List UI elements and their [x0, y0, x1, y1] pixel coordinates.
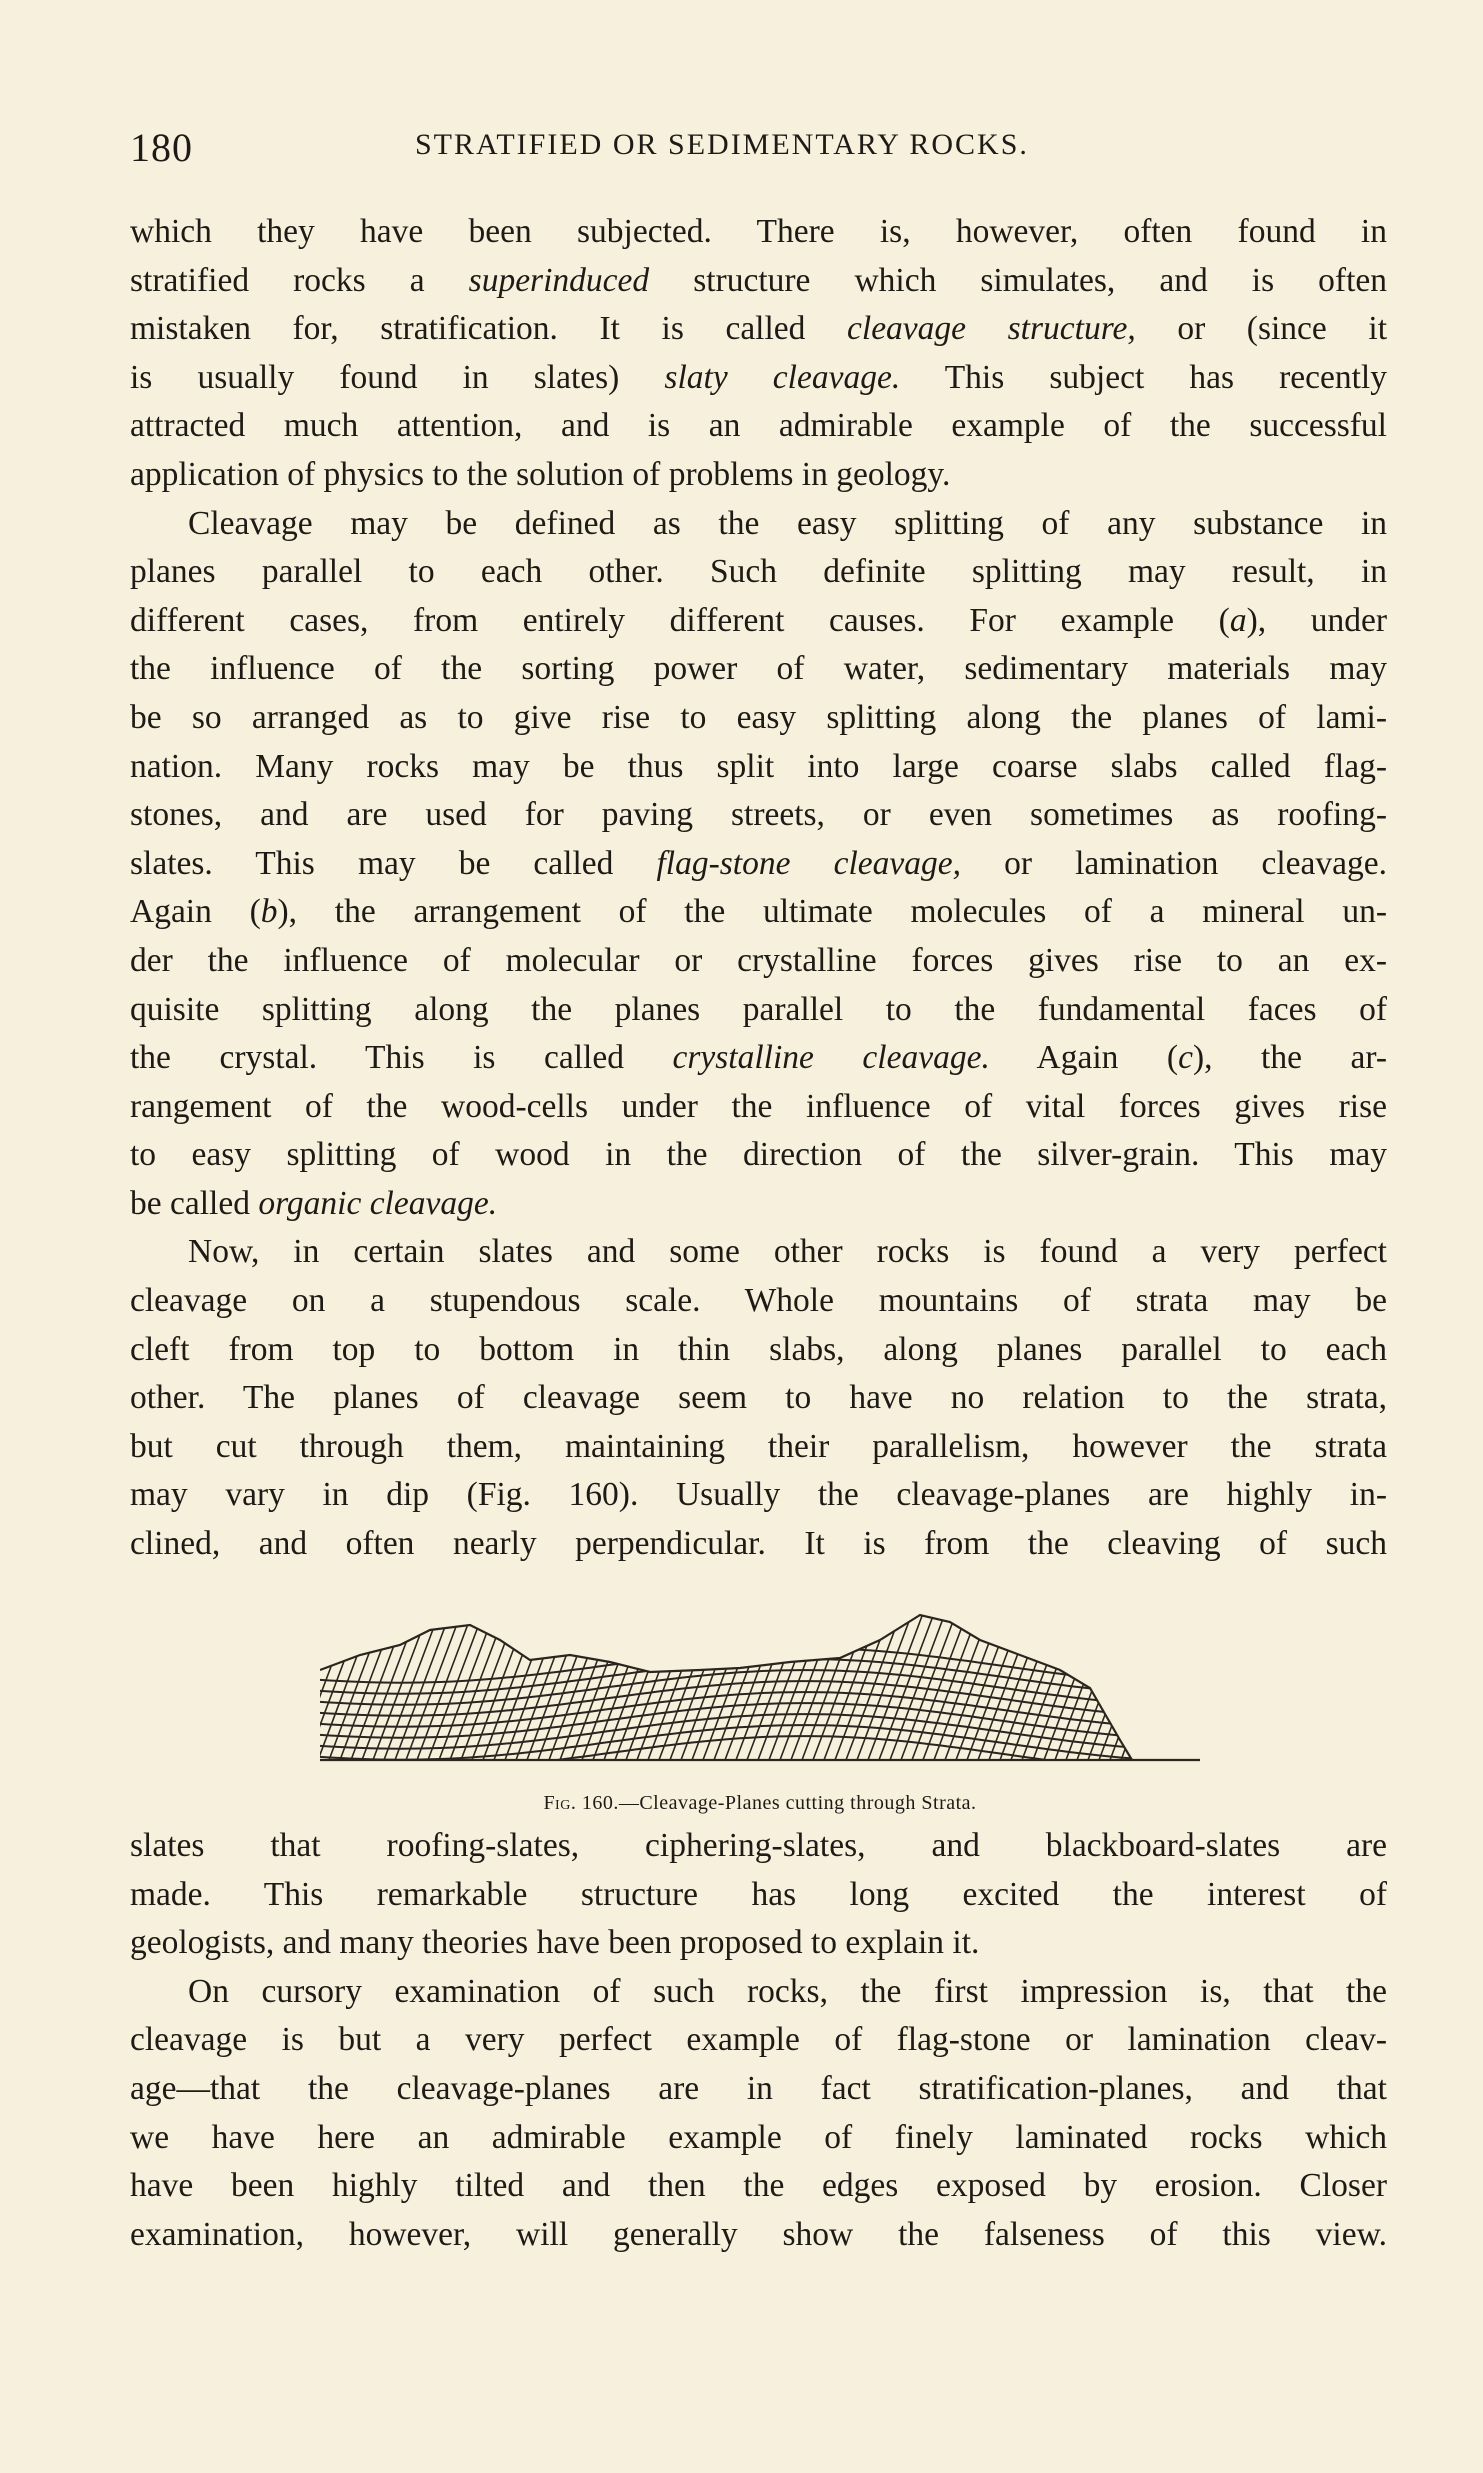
- text-run: planes parallel to each other. Such definite splitting may result, in: [130, 553, 1387, 591]
- body-text-bottom: [130, 1822, 1387, 2259]
- body-text-top: [130, 208, 1387, 1569]
- text-run: cleavage on a stupendous scale. Whole mountains of strata may be: [130, 1282, 1387, 1320]
- text-run: quisite splitting along the planes parallel to the fundamental faces of: [130, 990, 1387, 1028]
- text-line: [130, 2114, 1387, 2163]
- italic-term: a: [1229, 601, 1247, 639]
- paragraph-continued-slates: [130, 1822, 1387, 1968]
- text-line: [130, 1131, 1387, 1180]
- text-run: cleavage is but a very perfect example of flag-stone or lamination cleav-: [130, 2021, 1387, 2059]
- figure-160: [320, 1600, 1200, 1814]
- text-run: we have here an admirable example of finely laminated rocks which: [130, 2118, 1387, 2156]
- text-run: This subject has recently: [900, 358, 1387, 396]
- text-line: [130, 548, 1387, 597]
- text-line: [130, 743, 1387, 792]
- italic-term: superinduced: [468, 261, 650, 299]
- text-line: [130, 1180, 1387, 1229]
- text-line: [130, 1919, 1387, 1968]
- text-run: which they have been subjected. There is, however, often found in: [130, 213, 1387, 250]
- text-run: cleft from top to bottom in thin slabs, along planes parallel to each: [130, 1330, 1387, 1368]
- text-run: structure which simulates, and is often: [649, 261, 1387, 299]
- paragraph-cleavage-definition: [130, 500, 1387, 1229]
- text-run: der the influence of molecular or crystalline forces gives rise to an ex-: [130, 941, 1387, 979]
- text-line: [130, 451, 1387, 500]
- text-run: geologists, and many theories have been proposed to explain it.: [130, 1924, 980, 1962]
- italic-term: flag-stone cleavage,: [656, 844, 961, 882]
- text-line: [130, 1374, 1387, 1423]
- text-run: be so arranged as to give rise to easy splitting along the planes of lami-: [130, 698, 1387, 736]
- paragraph-stupendous-scale: [130, 1228, 1387, 1568]
- text-run: mistaken for, stratification. It is called: [130, 310, 848, 348]
- text-line: [130, 402, 1387, 451]
- text-line: [130, 597, 1387, 646]
- text-run: made. This remarkable structure has long excited the interest of: [130, 1875, 1387, 1913]
- text-run: the crystal. This is called: [130, 1039, 673, 1077]
- text-run: the influence of the sorting power of water, sedimentary materials may: [130, 650, 1387, 688]
- text-run: stratified rocks a: [130, 261, 469, 299]
- text-line: [130, 1326, 1387, 1375]
- italic-term: b: [260, 893, 278, 931]
- text-line: [130, 208, 1387, 257]
- text-run: different cases, from entirely different causes. For example (: [130, 601, 1230, 639]
- text-run: Again (: [989, 1039, 1179, 1077]
- cleavage-strata-illustration: [320, 1600, 1200, 1780]
- text-line: [130, 986, 1387, 1035]
- text-line: [130, 888, 1387, 937]
- paragraph-cursory-examination: [130, 1968, 1387, 2260]
- text-run: or lamination cleavage.: [961, 844, 1387, 882]
- text-run: ), the arrangement of the ultimate molecules of a mineral un-: [277, 893, 1387, 931]
- text-run: Now, in certain slates and some other rocks is found a very perfect: [188, 1233, 1387, 1271]
- text-line: [130, 2016, 1387, 2065]
- text-line: [130, 257, 1387, 306]
- text-line: [130, 1968, 1387, 2017]
- italic-term: organic cleavage.: [258, 1184, 498, 1222]
- text-run: clined, and often nearly perpendicular. It is from the cleaving of such: [130, 1525, 1387, 1563]
- text-run: attracted much attention, and is an admirable example of the successful: [130, 407, 1387, 445]
- text-run: slates. This may be called: [130, 844, 657, 882]
- text-line: [130, 1228, 1387, 1277]
- text-run: other. The planes of cleavage seem to have no relation to the strata,: [130, 1379, 1387, 1417]
- text-run: ), under: [1246, 601, 1387, 639]
- text-line: [130, 1083, 1387, 1132]
- text-line: [130, 937, 1387, 986]
- text-line: [130, 1471, 1387, 1520]
- running-head: STRATIFIED OR SEDIMENTARY ROCKS.: [415, 128, 1029, 161]
- text-run: rangement of the wood-cells under the influence of vital forces gives rise: [130, 1087, 1387, 1125]
- text-run: be called: [130, 1184, 259, 1222]
- text-run: Again (: [130, 893, 261, 931]
- strata-hatching: [320, 1600, 1200, 1771]
- text-run: nation. Many rocks may be thus split into large coarse slabs called flag-: [130, 747, 1387, 785]
- text-line: [130, 2065, 1387, 2114]
- figure-label: Fig.: [543, 1792, 577, 1814]
- text-line: [130, 305, 1387, 354]
- italic-term: cleavage structure,: [847, 310, 1136, 348]
- text-run: stones, and are used for paving streets, or even sometimes as roofing-: [130, 796, 1387, 834]
- text-run: examination, however, will generally show the falseness of this view.: [130, 2215, 1387, 2253]
- page-number: 180: [130, 125, 193, 170]
- text-line: [130, 2211, 1387, 2260]
- text-run: but cut through them, maintaining their parallelism, however the strata: [130, 1427, 1387, 1465]
- text-run: On cursory examination of such rocks, the first impression is, that the: [188, 1972, 1387, 2010]
- text-line: [130, 1871, 1387, 1920]
- text-line: [130, 2162, 1387, 2211]
- text-run: may vary in dip (Fig. 160). Usually the cleavage-planes are highly in-: [130, 1476, 1387, 1514]
- text-run: or (since it: [1135, 310, 1387, 348]
- text-line: [130, 1520, 1387, 1569]
- text-line: [130, 1034, 1387, 1083]
- figure-caption: [320, 1792, 1200, 1815]
- italic-term: crystalline cleavage.: [672, 1039, 990, 1077]
- text-run: is usually found in slates): [130, 358, 665, 396]
- text-run: application of physics to the solution of problems in geology.: [130, 455, 951, 493]
- text-line: [130, 694, 1387, 743]
- text-line: [130, 1423, 1387, 1472]
- text-run: have been highly tilted and then the edges exposed by erosion. Closer: [130, 2167, 1387, 2205]
- text-run: ), the ar-: [1192, 1039, 1387, 1077]
- paragraph-continued: [130, 208, 1387, 500]
- text-line: [130, 1277, 1387, 1326]
- page-header: [130, 118, 1390, 178]
- text-line: [130, 354, 1387, 403]
- text-line: [130, 840, 1387, 889]
- text-run: Cleavage may be defined as the easy splitting of any substance in: [188, 504, 1387, 542]
- italic-term: slaty cleavage.: [664, 358, 901, 396]
- text-run: age—that the cleavage-planes are in fact stratification-planes, and that: [130, 2069, 1387, 2107]
- text-line: [130, 791, 1387, 840]
- figure-caption-text: 160.—Cleavage-Planes cutting through Strata.: [581, 1792, 977, 1814]
- italic-term: c: [1178, 1039, 1193, 1077]
- text-run: to easy splitting of wood in the direction of the silver-grain. This may: [130, 1136, 1387, 1174]
- text-line: [130, 645, 1387, 694]
- text-run: slates that roofing-slates, ciphering-slates, and blackboard-slates are: [130, 1827, 1387, 1864]
- text-line: [130, 1822, 1387, 1871]
- text-line: [130, 500, 1387, 549]
